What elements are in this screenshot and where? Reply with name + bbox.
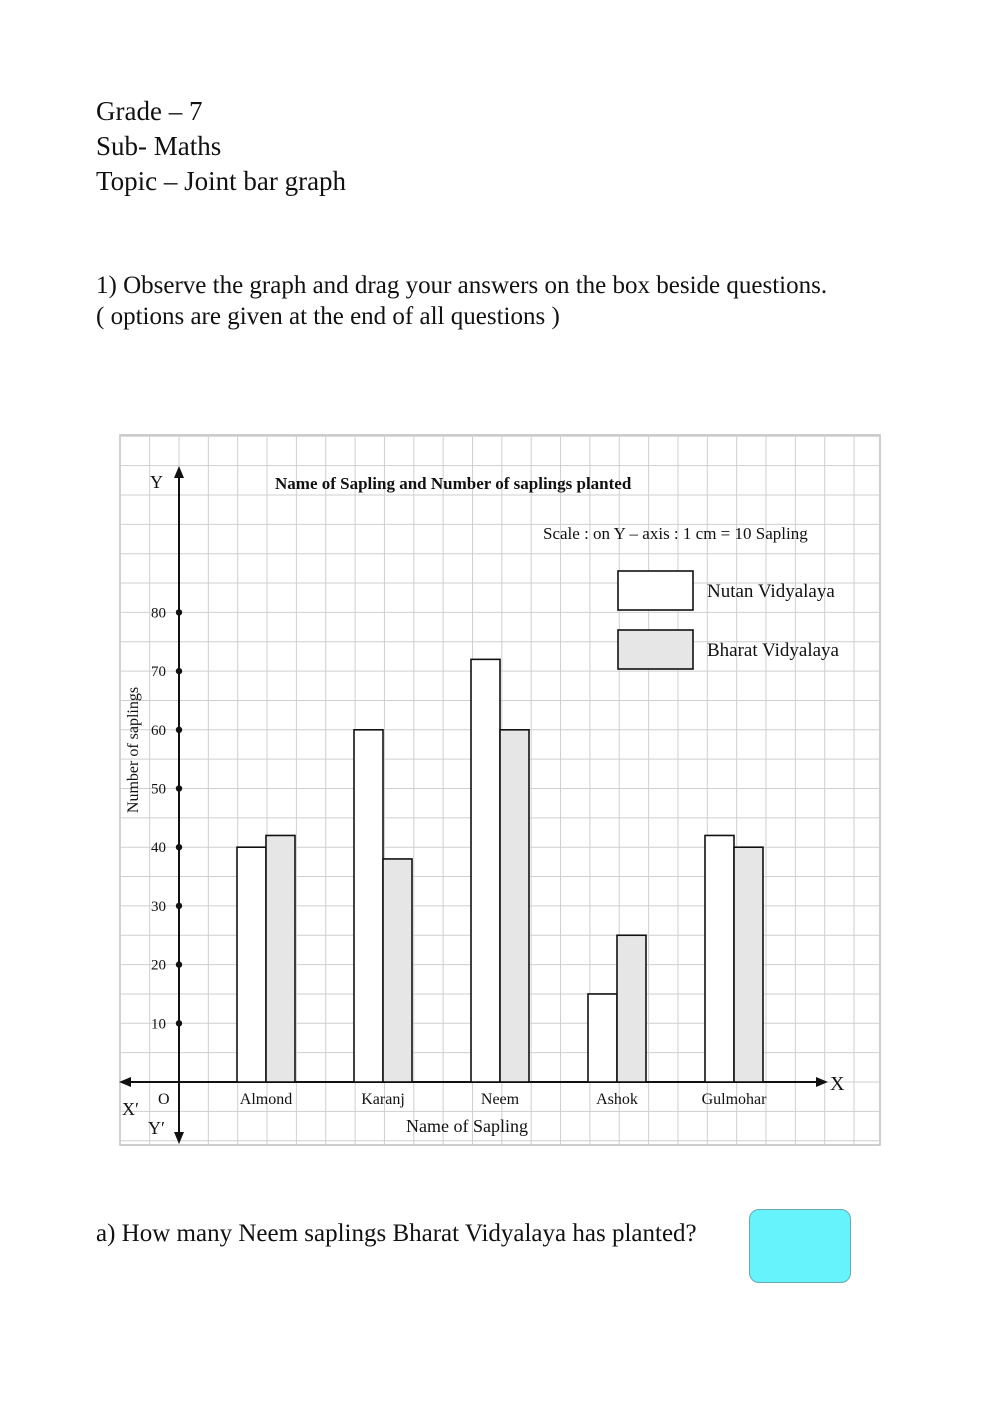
y-tick-dot xyxy=(176,785,182,791)
x-axis-letter: X xyxy=(830,1073,845,1095)
x-neg-axis-letter: X′ xyxy=(122,1099,139,1119)
bar-neem-bharat xyxy=(500,730,529,1082)
y-tick-label: 20 xyxy=(151,957,166,974)
y-neg-axis-letter: Y′ xyxy=(148,1118,165,1138)
bar-ashok-bharat xyxy=(617,935,646,1082)
y-tick-dot xyxy=(176,668,182,674)
subject-label: Sub- Maths xyxy=(96,131,222,161)
y-tick-label: 10 xyxy=(151,1016,166,1033)
grade-label: Grade – 7 xyxy=(96,96,203,126)
y-tick-dot xyxy=(176,903,182,909)
bar-gulmohar-nutan xyxy=(705,835,734,1082)
x-axis-title: Name of Sapling xyxy=(406,1116,528,1136)
y-tick-dot xyxy=(176,727,182,733)
legend-label-bharat: Bharat Vidyalaya xyxy=(707,640,839,661)
y-tick-label: 30 xyxy=(151,898,166,915)
category-label-almond: Almond xyxy=(239,1091,293,1108)
y-tick-dot xyxy=(176,961,182,967)
y-axis-title: Number of saplings xyxy=(125,686,142,814)
topic-label: Topic – Joint bar graph xyxy=(96,166,347,196)
y-tick-dot xyxy=(176,1020,182,1026)
bar-almond-bharat xyxy=(266,835,295,1082)
y-tick-label: 40 xyxy=(151,840,166,857)
y-tick-label: 80 xyxy=(151,605,166,622)
bar-neem-nutan xyxy=(471,659,500,1082)
origin-label: O xyxy=(158,1091,170,1108)
y-tick-dot xyxy=(176,844,182,850)
legend-label-nutan: Nutan Vidyalaya xyxy=(707,581,835,602)
y-axis-letter: Y xyxy=(150,472,163,492)
category-label-karanj: Karanj xyxy=(361,1091,405,1108)
y-tick-label: 70 xyxy=(151,664,166,681)
category-label-ashok: Ashok xyxy=(596,1091,638,1108)
chart-title: Name of Sapling and Number of saplings planted xyxy=(275,474,632,493)
category-label-neem: Neem xyxy=(480,1091,520,1108)
y-tick-label: 60 xyxy=(151,722,166,739)
question-a: a) How many Neem saplings Bharat Vidyalaya has planted? xyxy=(96,1220,697,1247)
instruction-line-2: ( options are given at the end of all questions ) xyxy=(96,303,560,330)
legend-swatch-nutan xyxy=(618,571,693,610)
scale-note: Scale : on Y – axis : 1 cm = 10 Sapling xyxy=(543,524,808,543)
bar-ashok-nutan xyxy=(588,994,617,1082)
legend-swatch-bharat xyxy=(618,630,693,669)
bar-karanj-nutan xyxy=(354,730,383,1082)
bar-gulmohar-bharat xyxy=(734,847,763,1082)
bar-almond-nutan xyxy=(237,847,266,1082)
answer-drop-box[interactable] xyxy=(749,1209,851,1283)
category-label-gulmohar: Gulmohar xyxy=(701,1091,767,1108)
bar-karanj-bharat xyxy=(383,859,412,1082)
instruction-line-1: 1) Observe the graph and drag your answers on the box beside questions. xyxy=(96,272,828,299)
y-tick-dot xyxy=(176,609,182,615)
y-tick-label: 50 xyxy=(151,781,166,798)
